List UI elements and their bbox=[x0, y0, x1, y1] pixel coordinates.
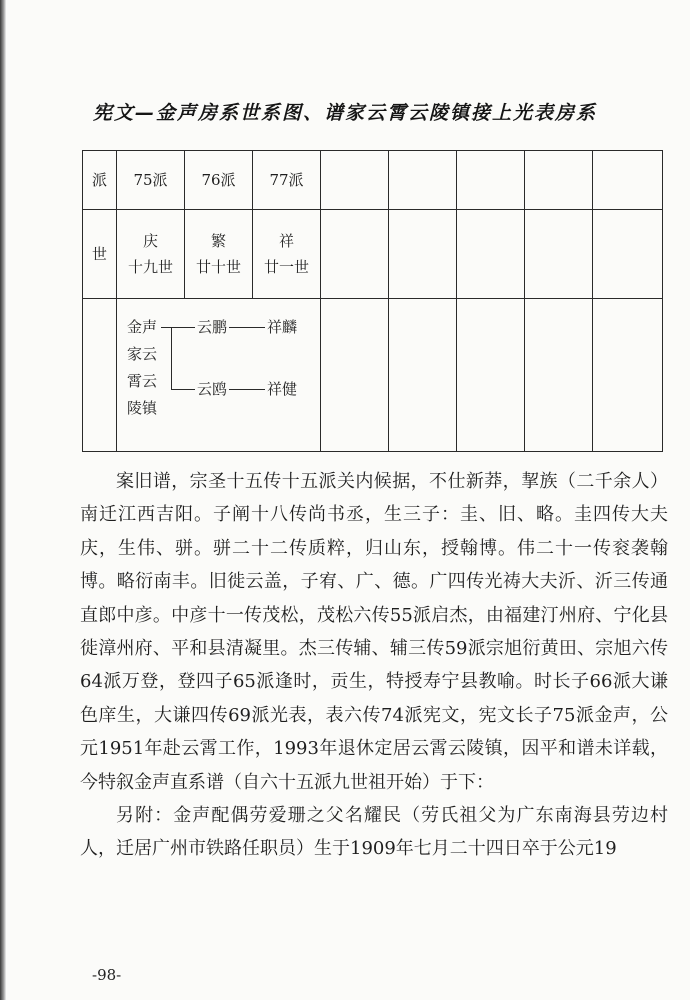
genealogy-table bbox=[82, 150, 663, 452]
page-number: -98- bbox=[92, 966, 122, 984]
root-line-3: 霄云 bbox=[127, 372, 158, 390]
lineage-cell bbox=[117, 299, 321, 452]
paragraph-addendum: 另附：金声配偶劳爱珊之父名耀民（劳氏祖父为广东南海县劳边村人，迁居广州市铁路任职员）生于1909年七月二十四日卒于公元19 bbox=[80, 805, 668, 860]
connector-line bbox=[171, 389, 195, 390]
scan-binding-shadow bbox=[0, 0, 6, 1000]
paragraph-genealogy-history: 案旧谱，宗圣十五传十五派关内候据，不仕新莽，挈族（二千余人）南迁江西吉阳。子阐十八传尚书丞，生三子：圭、旧、略。圭四传大夫庆，生伟、骈。骈二十二传质粹，归山东，授翰博。伟二十一传衮袭翰博。略衍南丰。旧徙云盖，子宥、广、德。广四传光祷大夫沂、沂三传通直郎中彦。中彦十一传茂松，茂松六传55派启杰，由福建汀州府、宁化县徙漳州府、平和县清凝里。杰三传辅、辅三传59派宗旭衍黄田、宗旭六传64派万登，登四子65派逢时，贡生，特授寿宁县教喻。时长子66派大谦色庠生，大谦四传69派光表，表六传74派宪文，宪文长子75派金声，公元1951年赴云霄工作，1993年退休定居云霄云陵镇，因平和谱未详载，今特叙金声直系谱（自六十五派九世祖开始）于下： bbox=[80, 471, 668, 793]
empty-cell bbox=[593, 299, 663, 452]
connector-line bbox=[229, 389, 265, 390]
empty-cell bbox=[593, 151, 663, 210]
generation-name-row bbox=[83, 210, 663, 299]
page-heading: 宪文—金声房系世系图、谱家云霄云陵镇接上光表房系 bbox=[92, 102, 597, 124]
gen-76-header: 76派 bbox=[185, 151, 253, 210]
empty-cell bbox=[525, 151, 593, 210]
row-label-pai: 派 bbox=[83, 151, 117, 210]
root-line-1: 金声 bbox=[127, 318, 158, 336]
empty-cell bbox=[457, 210, 525, 299]
gen76-child-1: 云鹏 bbox=[197, 318, 228, 336]
empty-cell bbox=[321, 210, 389, 299]
empty-cell bbox=[83, 299, 117, 452]
empty-cell bbox=[593, 210, 663, 299]
lineage-row bbox=[83, 299, 663, 452]
branch-line bbox=[171, 327, 172, 389]
root-line-2: 家云 bbox=[127, 345, 158, 363]
empty-cell bbox=[525, 210, 593, 299]
empty-cell bbox=[457, 299, 525, 452]
body-text bbox=[80, 465, 668, 866]
empty-cell bbox=[321, 299, 389, 452]
empty-cell bbox=[321, 151, 389, 210]
root-line-4: 陵镇 bbox=[127, 399, 158, 417]
gen77-child-1: 祥麟 bbox=[267, 318, 298, 336]
gen-75-name: 庆 十九世 bbox=[117, 210, 185, 299]
row-label-shi: 世 bbox=[83, 210, 117, 299]
empty-cell bbox=[389, 210, 457, 299]
empty-cell bbox=[389, 151, 457, 210]
gen77-child-2: 祥健 bbox=[267, 380, 298, 398]
empty-cell bbox=[389, 299, 457, 452]
gen-75-header: 75派 bbox=[117, 151, 185, 210]
gen-77-name: 祥 廿一世 bbox=[253, 210, 321, 299]
connector-line bbox=[229, 327, 265, 328]
gen-76-name: 繁 廿十世 bbox=[185, 210, 253, 299]
gen-77-header: 77派 bbox=[253, 151, 321, 210]
empty-cell bbox=[457, 151, 525, 210]
connector-line bbox=[161, 327, 195, 328]
gen76-child-2: 云鸥 bbox=[197, 380, 228, 398]
empty-cell bbox=[525, 299, 593, 452]
lineage-diagram bbox=[117, 299, 320, 451]
generation-number-row bbox=[83, 151, 663, 210]
